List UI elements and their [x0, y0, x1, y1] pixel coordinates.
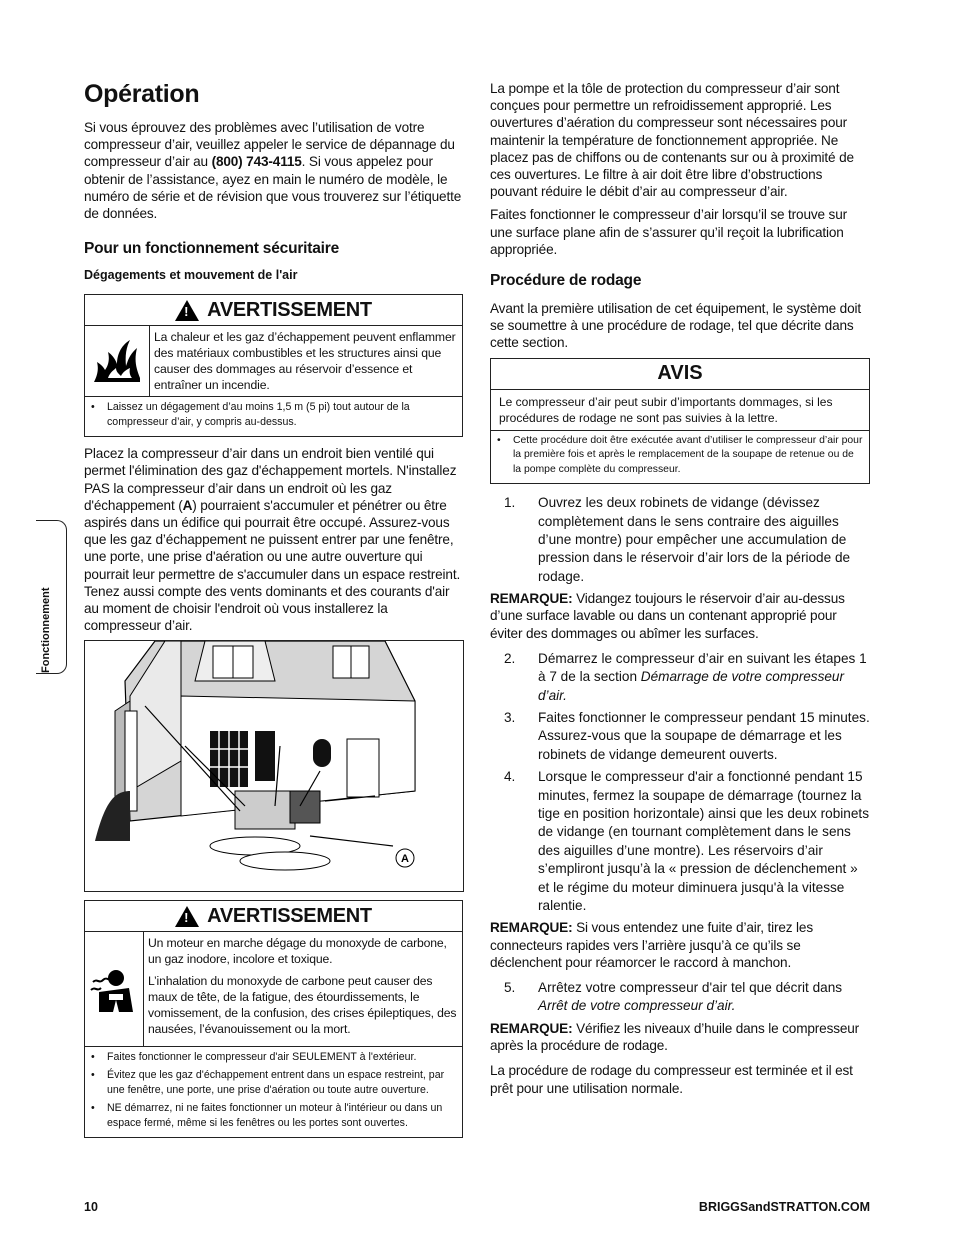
section-heading-safe: Pour un fonctionnement sécuritaire [84, 240, 340, 258]
remark-2: REMARQUE: Si vous entendez une fuite d’air, tirez les connecteurs rapides vers l’arrière jusqu’à ce qu’ils se déclenchent pour réamorcer le raccord à manchon. [490, 920, 813, 970]
step-3: 3. Faites fonctionner le compresseur pendant 15 minutes. Assurez-vous que la soupape de démarrage et les robinets de vidange demeurent ouverts. [504, 710, 870, 762]
section-side-tab [36, 520, 67, 674]
notice-box [490, 358, 870, 485]
notice-header: AVIS [491, 359, 869, 390]
cooling-paragraph: La pompe et la tôle de protection du compresseur d’air sont conçues pour permettre un refroidissement approprié. Les ouvertures d’aération du compresseur sont nécessaires pour maintenir la température de fonctionnement appropriée. Ne placez pas de chiffons ou de contenants sur ou à proximité de ces ouvertures. Le filtre à air doit être libre d’obstructions pouvant réduire le débit d’air au compresseur d’air. [490, 81, 854, 200]
remark-1: REMARQUE: Vidangez toujours le réservoir d’air au-dessus d’une surface lavable ou dans un contenant approprié pour éviter des dommages ou abîmer les surfaces. [490, 591, 845, 641]
phone-number: (800) 743-4115 [211, 154, 302, 170]
warning-header: ! AVERTISSEMENT [85, 295, 462, 326]
list-item: • NE démarrez, ni ne faites fonctionner un moteur à l'intérieur ou dans un espace fermé, même si les fenêtres ou les portes sont ouvertes. [91, 1102, 443, 1130]
warning-bullets [85, 1047, 462, 1137]
warning-box-fire [84, 294, 463, 437]
step-4: 4. Lorsque le compresseur d'air a fonctionné pendant 15 minutes, fermez la soupape de démarrage (tournez la tige en position horizontale) ainsi que les deux robinets de vidange (en tournant complètement dans le sens des aiguilles d’une montre). Les réservoirs d’air s’empliront jusqu’à la « pression de déclenchement » et le régime du moteur diminuera jusqu'à la vitesse ralentie. [504, 769, 869, 914]
warning-bullets [85, 397, 462, 436]
house-compressor-illustration [84, 640, 464, 892]
figure-label-a: A [401, 853, 409, 866]
intro-paragraph: Si vous éprouvez des problèmes avec l’utilisation de votre compresseur d’air, veuillez appeler le service de dépannage du compresseur d’air au (800) 743-4115. Si vous appelez pour obtenir de l’assistance, ayez en main le numéro de modèle, le numéro de série et de révision que vous trouverez sur l’étiquette de données. [84, 120, 462, 222]
notice-text: Le compresseur d’air peut subir d’importants dommages, si les procédures de rodage ne sont pas suivies à la lettre. [491, 390, 869, 431]
left-column [84, 80, 463, 1146]
list-item: • Laissez un dégagement d’au moins 1,5 m (5 pi) tout autour de la compresseur d’air, y compris au-dessus. [91, 401, 410, 429]
step-1: 1. Ouvrez les deux robinets de vidange (dévissez complètement dans le sens contraire des aiguilles d’une montre) pour empêcher une accumulation de pression dans le réservoir d’air lors de la période de rodage. [504, 495, 851, 584]
level-surface-paragraph: Faites fonctionner le compresseur d’air lorsqu’il se trouve sur une surface plane afin de s’assurer qu’il reçoit la lubrification appropriée. [490, 207, 847, 257]
side-tab-label: Fonctionnement [40, 587, 52, 673]
fire-icon [85, 326, 150, 396]
warning-box-carbon-monoxide [84, 900, 463, 1138]
step-5: 5. Arrêtez votre compresseur d'air tel que décrit dans Arrêt de votre compresseur d’air. [504, 980, 843, 1014]
warning-text: La chaleur et les gaz d’échappement peuvent enflammer des matériaux combustibles et les structures ainsi que causer des dommages au réservoir d’essence et entraîner un incendie. [154, 330, 456, 393]
section-heading-break-in: Procédure de rodage [490, 272, 642, 290]
notice-bullets [491, 431, 869, 484]
list-item: • Faites fonctionner le compresseur d'air SEULEMENT à l'extérieur. [91, 1051, 417, 1064]
list-item: • Cette procédure doit être exécutée avant d’utiliser le compresseur d’air pour la première fois et après le remplacement de la soupape de retenue ou de la pompe complète du compresseur. [497, 434, 863, 475]
remark-3: REMARQUE: Vérifiez les niveaux d’huile dans le compresseur après la procédure de rodage. [490, 1020, 860, 1054]
ventilation-paragraph: Placez la compresseur d’air dans un endroit bien ventilé qui permet l'élimination des gaz d'échappement mortels. N'installez PAS la compresseur d’air dans un endroit où les gaz d'échappement (A) pourraient s'accumuler et pénétrer ou être aspirés dans un édifice qui pourrait être occupé. Assurez-vous que les gaz d’échappement ne puissent entrer par une fenêtre, une porte, une prise d'aération ou une autre ouverture qui pourrait leur permettre de s'accumuler dans un espace restreint. Tenez aussi compte des vents dominants et des courants d'air au moment de choisir l'endroit où vous installerez la compresseur d’air. [84, 446, 461, 634]
warning-triangle-icon: ! [175, 300, 199, 321]
break-in-intro: Avant la première utilisation de cet équipement, le système doit se soumettre à une procédure de rodage, tel que décrite dans cette section. [490, 301, 861, 351]
page-title: Opération [84, 80, 200, 108]
closing-paragraph: La procédure de rodage du compresseur est terminée et il est prêt pour une utilisation normale. [490, 1063, 853, 1096]
right-column [490, 80, 870, 1103]
footer-site: BRIGGSandSTRATTON.COM [698, 1200, 870, 1214]
step-2: 2. Démarrez le compresseur d’air en suivant les étapes 1 à 7 de la section Démarrage de votre compresseur d’air. [504, 650, 867, 703]
subsection-heading-clearance: Dégagements et mouvement de l'air [84, 268, 298, 283]
page-number: 10 [84, 1200, 98, 1214]
warning-text: Un moteur en marche dégage du monoxyde de carbone, un gaz inodore, incolore et toxique. L’inhalation du monoxyde de carbone peut causer des maux de tête, de la fatigue, des étourdissements, le vomissement, de la confusion, des crises épileptiques, des nausées, l’évanouissement ou la mort. [148, 936, 457, 1037]
list-item: • Évitez que les gaz d'échappement entrent dans un espace restreint, par une fenêtre, une porte, une prise d'aération ou toute autre ouverture. [91, 1069, 445, 1097]
warning-header: ! AVERTISSEMENT [85, 901, 462, 932]
toxic-fumes-icon [85, 932, 144, 1046]
warning-triangle-icon: ! [175, 906, 199, 927]
